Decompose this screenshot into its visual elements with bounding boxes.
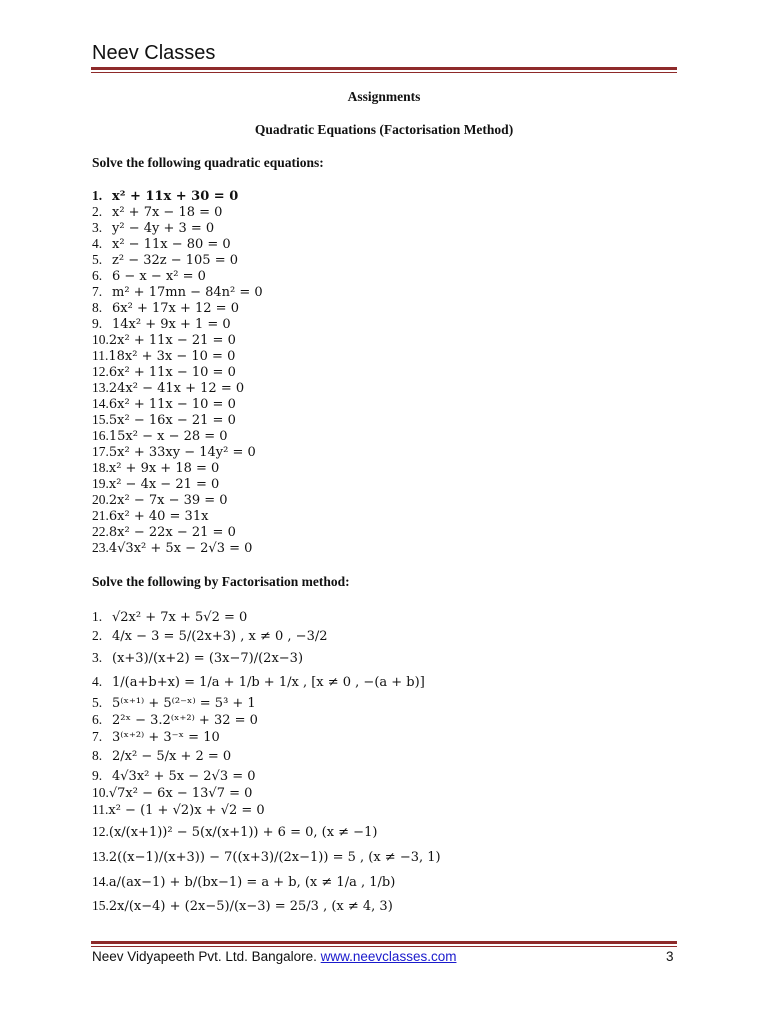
- equation: 5x² − 16x − 21 = 0: [108, 413, 236, 428]
- item-number: 2.: [92, 628, 103, 643]
- list-item: [92, 252, 263, 268]
- item-number: 1.: [92, 188, 103, 203]
- equation: x² + 7x − 18 = 0: [112, 205, 223, 220]
- equation: x² + 11x + 30 = 0: [112, 189, 239, 204]
- item-number: 15.: [92, 898, 109, 913]
- equation: 2((x−1)/(x+3)) − 7((x+3)/(2x−1)) = 5 , (x ≠ −3, 1): [108, 850, 441, 865]
- list-item: [92, 332, 263, 348]
- item-number: 8.: [92, 748, 103, 763]
- equation: x² − (1 + √2)x + √2 = 0: [108, 803, 265, 818]
- item-number: 3.: [92, 650, 103, 665]
- list-item: [92, 412, 263, 428]
- list-item: [92, 508, 263, 524]
- item-number: 12.: [92, 364, 109, 379]
- equation: 6x² + 11x − 10 = 0: [108, 397, 236, 412]
- equation: 2x/(x−4) + (2x−5)/(x−3) = 25/3 , (x ≠ 4, 3): [108, 899, 393, 914]
- footer-divider: [91, 941, 677, 944]
- list-item: [92, 845, 441, 869]
- equation: x² − 4x − 21 = 0: [108, 477, 220, 492]
- list-item: [92, 670, 441, 694]
- equation: 4√3x² + 5x − 2√3 = 0: [112, 769, 256, 784]
- list-item: [92, 784, 441, 801]
- item-number: 6.: [92, 712, 103, 727]
- item-number: 14.: [92, 874, 109, 889]
- page-heading: Assignments: [347, 89, 421, 104]
- footer-company: Neev Vidyapeeth Pvt. Ltd. Bangalore.: [92, 949, 321, 964]
- footer-website-link[interactable]: www.neevclasses.com: [320, 949, 457, 964]
- section1-list: [92, 188, 263, 556]
- section2-list: [92, 608, 441, 918]
- list-item: [92, 204, 263, 220]
- footer-divider-thin: [91, 946, 677, 947]
- item-number: 4.: [92, 674, 103, 689]
- item-number: 5.: [92, 252, 103, 267]
- equation: 5⁽ˣ⁺¹⁾ + 5⁽²⁻ˣ⁾ = 5³ + 1: [112, 696, 256, 711]
- equation: 6 − x − x² = 0: [112, 269, 206, 284]
- list-item: [92, 608, 441, 625]
- list-item: [92, 625, 441, 646]
- list-item: [92, 460, 263, 476]
- list-item: [92, 348, 263, 364]
- item-number: 8.: [92, 300, 103, 315]
- list-item: [92, 188, 263, 204]
- item-number: 16.: [92, 428, 109, 443]
- item-number: 19.: [92, 476, 109, 491]
- item-number: 6.: [92, 268, 103, 283]
- list-item: [92, 284, 263, 300]
- equation: 18x² + 3x − 10 = 0: [108, 349, 236, 364]
- list-item: [92, 428, 263, 444]
- header-divider: [91, 67, 677, 70]
- list-item: [92, 894, 441, 918]
- list-item: [92, 745, 441, 767]
- equation: 3⁽ˣ⁺²⁾ + 3⁻ˣ = 10: [112, 730, 220, 745]
- equation: 24x² − 41x + 12 = 0: [108, 381, 245, 396]
- equation: √7x² − 6x − 13√7 = 0: [108, 786, 253, 801]
- list-item: [92, 492, 263, 508]
- item-number: 13.: [92, 380, 109, 395]
- list-item: [92, 540, 263, 556]
- list-item: [92, 300, 263, 316]
- list-item: [92, 268, 263, 284]
- item-number: 9.: [92, 316, 103, 331]
- item-number: 17.: [92, 444, 109, 459]
- header-title: Neev Classes: [92, 42, 216, 64]
- equation: z² − 32z − 105 = 0: [112, 253, 239, 268]
- equation: y² − 4y + 3 = 0: [112, 221, 215, 236]
- section2-title: Solve the following by Factorisation method:: [92, 574, 350, 589]
- equation: x² − 11x − 80 = 0: [112, 237, 231, 252]
- list-item: [92, 694, 441, 711]
- list-item: [92, 767, 441, 784]
- list-item: [92, 711, 441, 728]
- equation: 2/x² − 5/x + 2 = 0: [112, 749, 232, 764]
- item-number: 15.: [92, 412, 109, 427]
- item-number: 11.: [92, 802, 109, 817]
- item-number: 22.: [92, 524, 109, 539]
- list-item: [92, 396, 263, 412]
- equation: 2x² − 7x − 39 = 0: [108, 493, 228, 508]
- item-number: 20.: [92, 492, 109, 507]
- equation: 14x² + 9x + 1 = 0: [112, 317, 231, 332]
- footer: [92, 949, 456, 964]
- item-number: 11.: [92, 348, 109, 363]
- equation: (x+3)/(x+2) = (3x−7)/(2x−3): [112, 651, 304, 666]
- equation: 15x² − x − 28 = 0: [108, 429, 228, 444]
- equation: 1/(a+b+x) = 1/a + 1/b + 1/x , [x ≠ 0 , −(a + b)]: [112, 675, 425, 690]
- item-number: 23.: [92, 540, 109, 555]
- equation: 4/x − 3 = 5/(2x+3) , x ≠ 0 , −3/2: [112, 629, 328, 644]
- list-item: [92, 819, 441, 845]
- equation: 6x² + 11x − 10 = 0: [108, 365, 236, 380]
- item-number: 4.: [92, 236, 103, 251]
- equation: 5x² + 33xy − 14y² = 0: [108, 445, 256, 460]
- item-number: 21.: [92, 508, 109, 523]
- item-number: 7.: [92, 729, 103, 744]
- equation: (x/(x+1))² − 5(x/(x+1)) + 6 = 0, (x ≠ −1): [108, 825, 378, 840]
- item-number: 14.: [92, 396, 109, 411]
- equation: 4√3x² + 5x − 2√3 = 0: [108, 541, 253, 556]
- list-item: [92, 801, 441, 819]
- header-divider-thin: [91, 72, 677, 73]
- list-item: [92, 646, 441, 670]
- page-subheading: Quadratic Equations (Factorisation Method): [254, 122, 514, 137]
- list-item: [92, 364, 263, 380]
- equation: 6x² + 40 = 31x: [108, 509, 209, 524]
- equation: 8x² − 22x − 21 = 0: [108, 525, 236, 540]
- equation: x² + 9x + 18 = 0: [108, 461, 220, 476]
- item-number: 5.: [92, 695, 103, 710]
- item-number: 9.: [92, 768, 103, 783]
- equation: m² + 17mn − 84n² = 0: [112, 285, 263, 300]
- section1-title: Solve the following quadratic equations:: [92, 155, 324, 170]
- list-item: [92, 220, 263, 236]
- list-item: [92, 869, 441, 894]
- list-item: [92, 380, 263, 396]
- equation: 6x² + 17x + 12 = 0: [112, 301, 239, 316]
- equation: a/(ax−1) + b/(bx−1) = a + b, (x ≠ 1/a , 1/b): [108, 875, 396, 890]
- item-number: 13.: [92, 849, 109, 864]
- equation: 2x² + 11x − 21 = 0: [108, 333, 236, 348]
- list-item: [92, 316, 263, 332]
- list-item: [92, 236, 263, 252]
- page-number: 3: [666, 949, 674, 964]
- list-item: [92, 524, 263, 540]
- list-item: [92, 444, 263, 460]
- item-number: 12.: [92, 824, 109, 839]
- item-number: 10.: [92, 785, 109, 800]
- item-number: 3.: [92, 220, 103, 235]
- list-item: [92, 476, 263, 492]
- item-number: 2.: [92, 204, 103, 219]
- item-number: 1.: [92, 609, 103, 624]
- equation: √2x² + 7x + 5√2 = 0: [112, 610, 248, 625]
- item-number: 10.: [92, 332, 109, 347]
- equation: 2²ˣ − 3.2⁽ˣ⁺²⁾ + 32 = 0: [112, 713, 258, 728]
- item-number: 7.: [92, 284, 103, 299]
- list-item: [92, 728, 441, 745]
- item-number: 18.: [92, 460, 109, 475]
